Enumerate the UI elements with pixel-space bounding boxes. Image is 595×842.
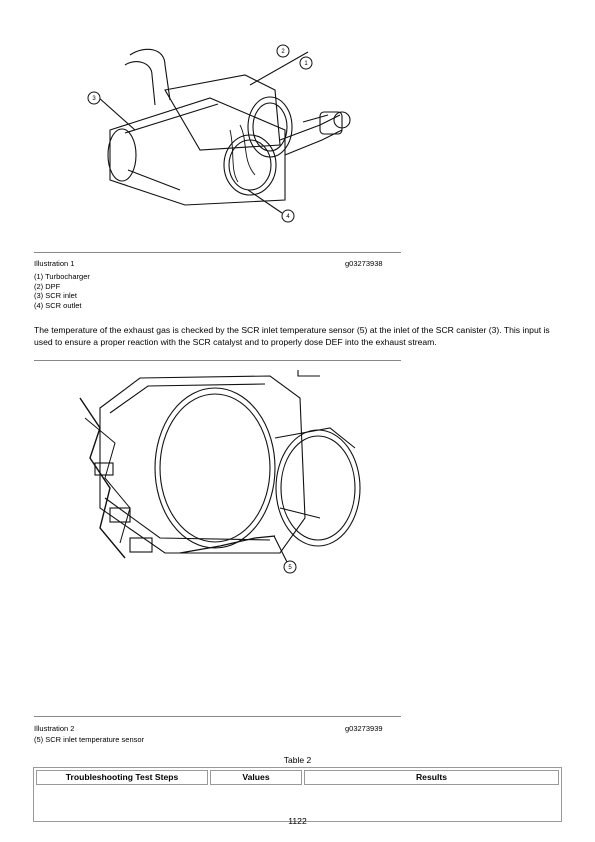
callout-1: 1 (304, 61, 308, 67)
illustration-1-label: Illustration 1 (34, 259, 75, 268)
illustration-2-legend (34, 735, 144, 745)
illustration-2 (70, 368, 370, 598)
legend-item: (2) DPF (34, 281, 61, 291)
divider (34, 360, 401, 361)
divider (34, 716, 401, 717)
legend-item: (5) SCR inlet temperature sensor (34, 735, 145, 744)
table-title: Table 2 (283, 755, 312, 765)
illustration-1-id: g03273938 (345, 259, 383, 268)
callout-4: 4 (286, 214, 290, 220)
legend-item: (1) Turbocharger (34, 272, 90, 281)
legend-item: (3) SCR inlet (34, 291, 77, 300)
illustration-1 (70, 30, 370, 230)
callout-3: 3 (92, 96, 96, 102)
page-number: 1122 (288, 816, 307, 826)
callout-5: 5 (288, 565, 292, 571)
illustration-1-legend (34, 272, 90, 310)
illustration-2-id: g03273939 (345, 724, 383, 733)
callout-2: 2 (281, 49, 285, 55)
divider (34, 252, 401, 253)
troubleshooting-table (33, 767, 562, 822)
legend-item: (4) SCR outlet (34, 300, 82, 310)
description-paragraph: The temperature of the exhaust gas is checked by the SCR inlet temperature sensor (5) at the inlet of the SCR canister (3). This input is used to ensure a proper reaction with the SCR catalyst and to properly dose DEF into the exhaust stream. (34, 325, 550, 347)
illustration-2-label: Illustration 2 (34, 724, 75, 733)
header-values: Values (210, 770, 302, 785)
header-test-steps: Troubleshooting Test Steps (36, 770, 208, 785)
header-results: Results (304, 770, 559, 785)
